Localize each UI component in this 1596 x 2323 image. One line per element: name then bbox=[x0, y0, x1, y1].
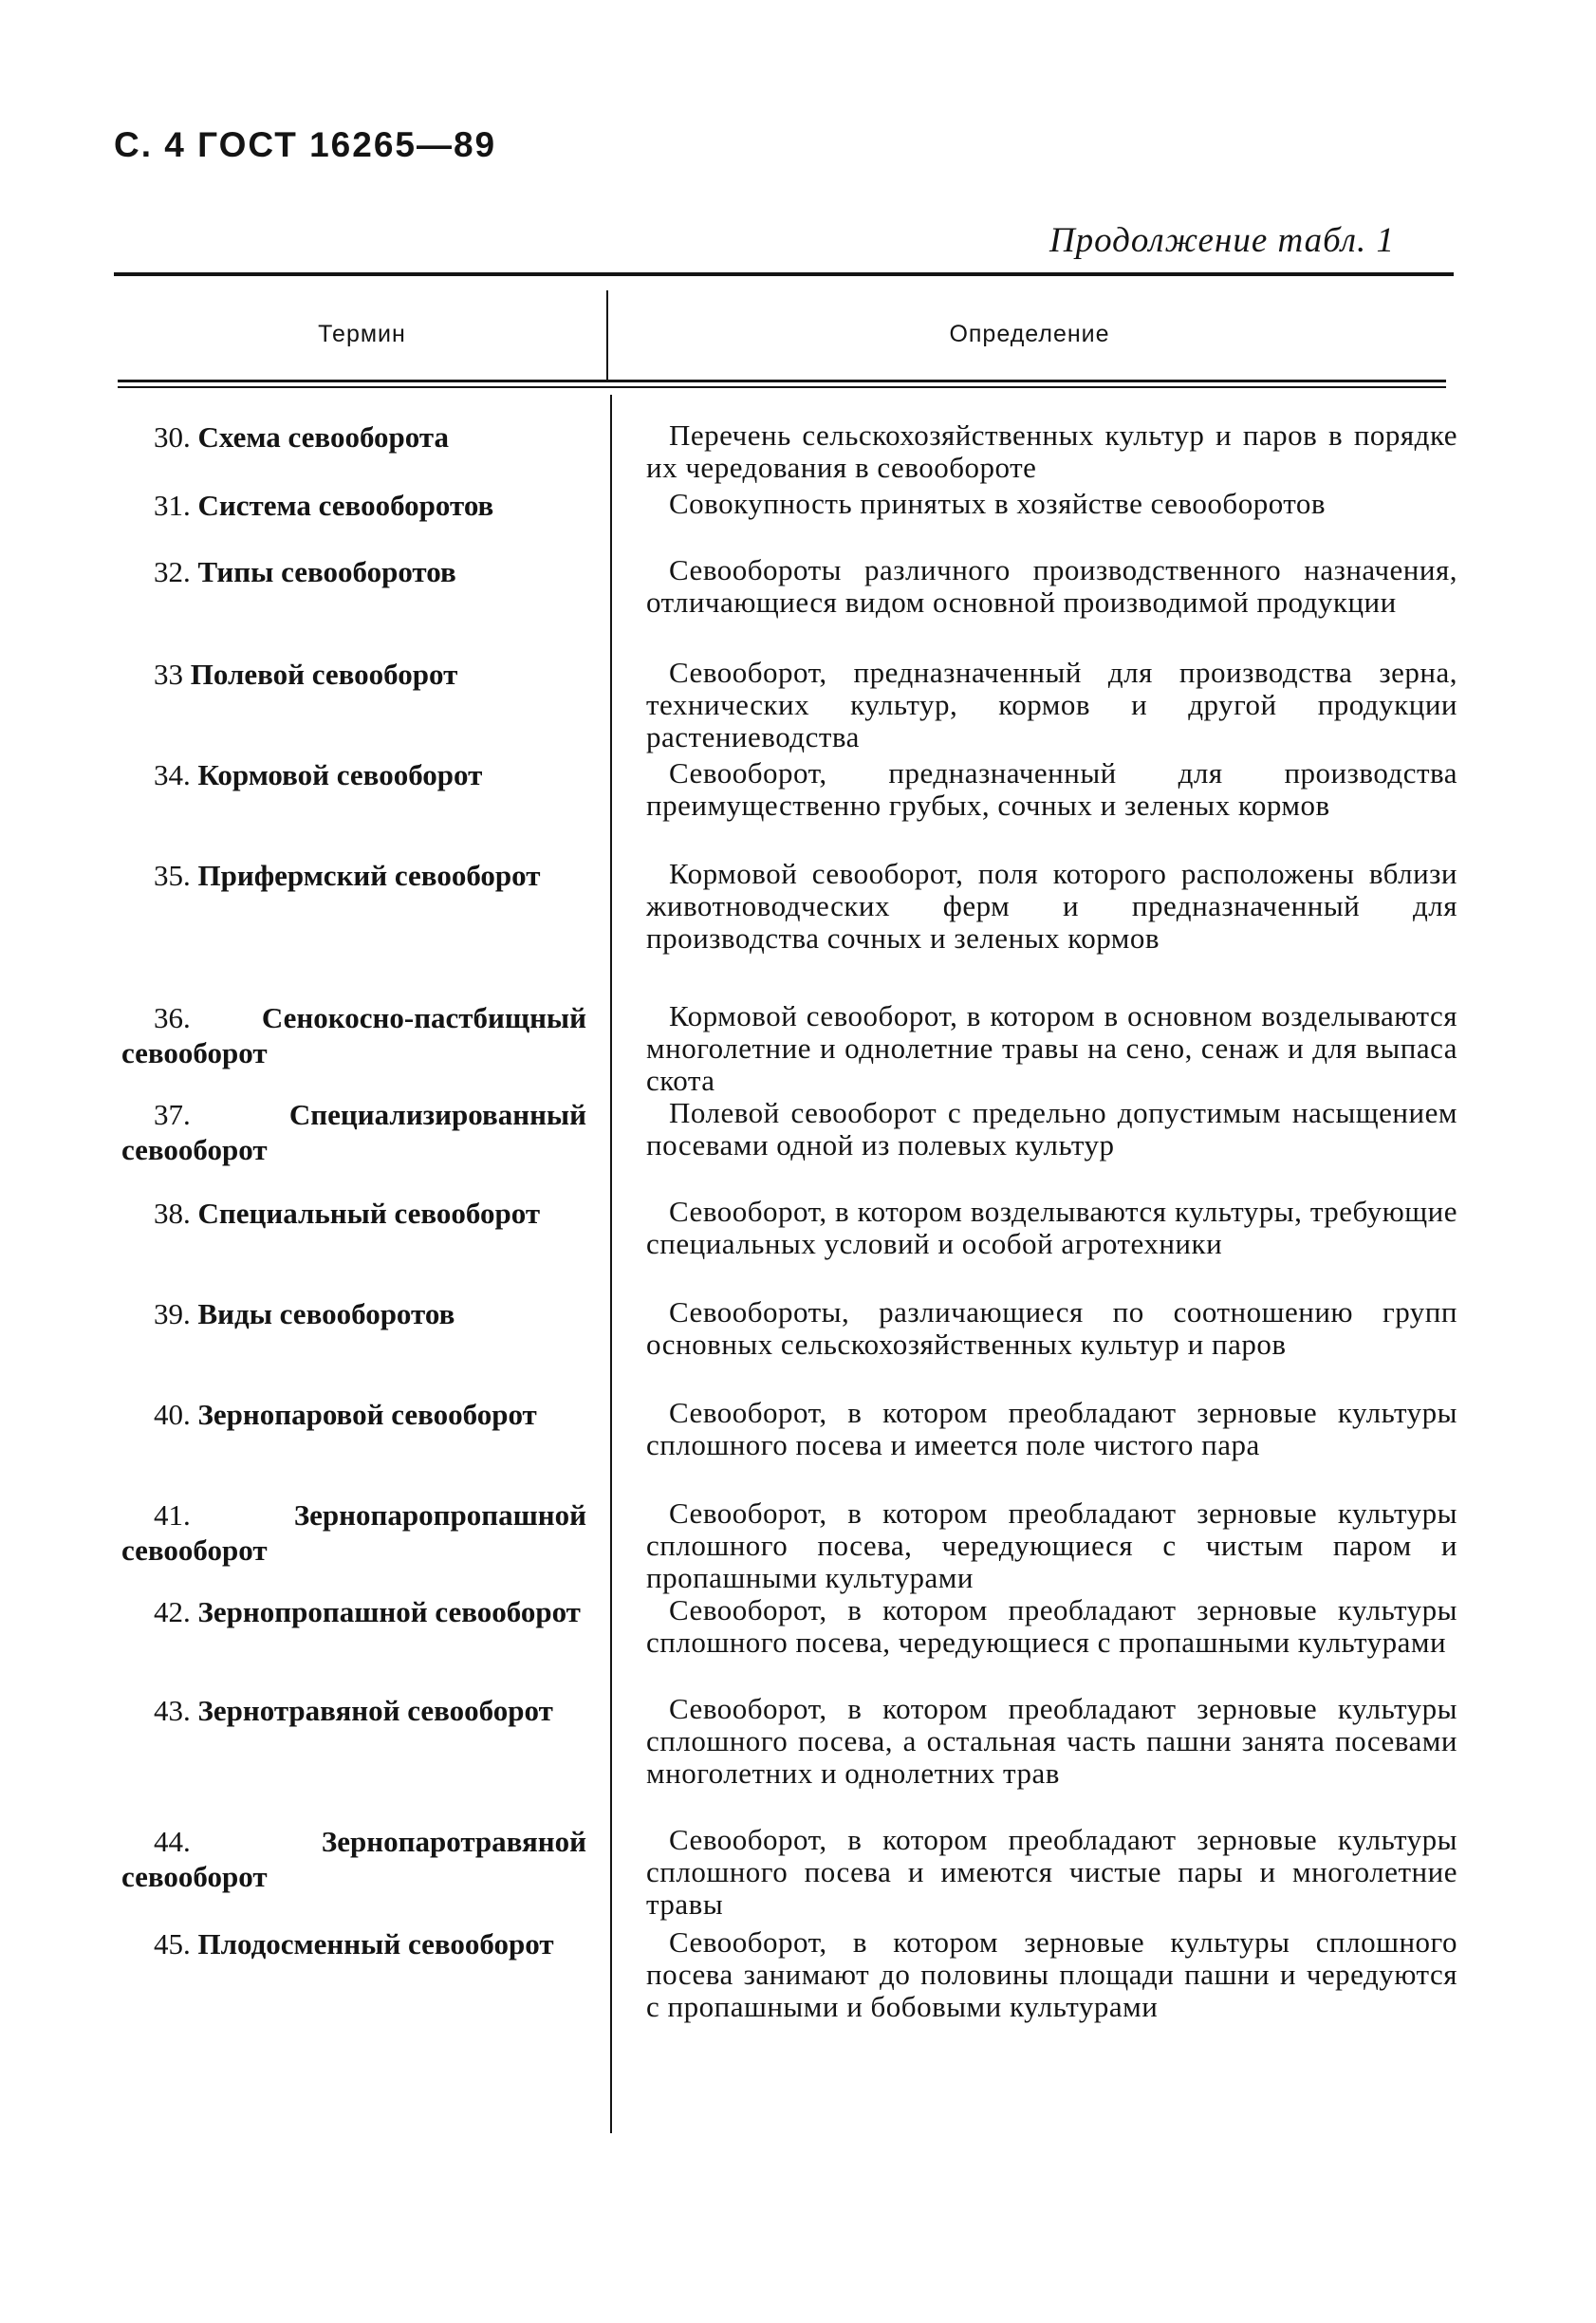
term-number: 42. bbox=[154, 1595, 191, 1628]
page-header: С. 4 ГОСТ 16265—89 bbox=[114, 125, 497, 164]
term-cell bbox=[121, 657, 586, 692]
term-number: 35. bbox=[154, 859, 191, 892]
header-double-rule bbox=[118, 386, 1446, 388]
term-cell bbox=[121, 1693, 586, 1728]
term-number: 43. bbox=[154, 1694, 191, 1727]
term-name: Типы севооборотов bbox=[197, 555, 456, 588]
term-cell bbox=[121, 1397, 586, 1432]
term-cell bbox=[121, 858, 586, 893]
definition-cell: Севооборот, в котором преобладают зерновые культуры сплошного посева и имеются чистые пары и многолетние травы bbox=[646, 1823, 1457, 1921]
definition-cell: Севооборот, в котором преобладают зерновые культуры сплошного посева и имеется поле чистого пара bbox=[646, 1396, 1457, 1461]
term-number: 33 bbox=[154, 658, 183, 691]
term-number: 32. bbox=[154, 555, 191, 588]
term-number: 37. bbox=[154, 1098, 191, 1131]
definition-cell: Полевой севооборот с предельно допустимым насыщением посевами одной из полевых культур bbox=[646, 1096, 1457, 1162]
term-number: 30. bbox=[154, 420, 191, 454]
definition-cell: Севооборот, предназначенный для производства преимущественно грубых, сочных и зеленых кормов bbox=[646, 756, 1457, 822]
term-number: 31. bbox=[154, 489, 191, 522]
term-cell bbox=[121, 1296, 586, 1331]
column-header-term: Термин bbox=[318, 321, 406, 347]
definition-cell: Перечень сельскохозяйственных культур и паров в порядке их чередования в севообороте bbox=[646, 418, 1457, 484]
term-number: 41. bbox=[154, 1498, 191, 1532]
term-cell bbox=[121, 757, 586, 792]
term-cell bbox=[121, 419, 586, 455]
header-double-rule bbox=[118, 380, 1446, 382]
term-name: Зернопаротравяной севооборот bbox=[121, 1825, 586, 1893]
column-divider bbox=[606, 290, 608, 380]
definition-cell: Севооборот, в котором преобладают зерновые культуры сплошного посева, а остальная часть пашни занята посевами многолетних и однолетних трав bbox=[646, 1692, 1457, 1790]
definition-cell: Севооборот, предназначенный для производства зерна, технических культур, кормов и другой продукции растениеводства bbox=[646, 656, 1457, 753]
term-name: Зернопаровой севооборот bbox=[197, 1398, 537, 1431]
term-name: Сенокосно-пастбищный севооборот bbox=[121, 1001, 586, 1069]
table-top-rule bbox=[114, 272, 1454, 276]
term-name: Специализированный севооборот bbox=[121, 1098, 586, 1166]
term-name: Плодосменный севооборот bbox=[197, 1927, 554, 1961]
term-cell bbox=[121, 1497, 586, 1568]
term-cell bbox=[121, 554, 586, 589]
term-number: 44. bbox=[154, 1825, 191, 1858]
term-name: Кормовой севооборот bbox=[197, 758, 483, 791]
definition-cell: Севооборот, в котором возделываются культуры, требующие специальных условий и особой агротехники bbox=[646, 1195, 1457, 1260]
term-cell bbox=[121, 1926, 586, 1961]
definition-cell: Кормовой севооборот, в котором в основном возделываются многолетние и однолетние травы на сено, сенаж и для выпаса скота bbox=[646, 999, 1457, 1097]
term-number: 36. bbox=[154, 1001, 191, 1034]
definition-cell: Совокупность принятых в хозяйстве севооборотов bbox=[669, 487, 1327, 520]
definition-cell: Севообороты, различающиеся по соотношению групп основных сельскохозяйственных культур и паров bbox=[646, 1295, 1457, 1361]
term-name: Специальный севооборот bbox=[197, 1197, 541, 1230]
column-header-definition: Определение bbox=[949, 321, 1110, 347]
definition-cell: Севооборот, в котором преобладают зерновые культуры сплошного посева, чередующиеся с чистым паром и пропашными культурами bbox=[646, 1496, 1457, 1594]
definition-cell: Севооборот, в котором преобладают зерновые культуры сплошного посева, чередующиеся с пропашными культурами bbox=[646, 1593, 1457, 1659]
term-name: Схема севооборота bbox=[197, 420, 449, 454]
term-name: Зернопаропропашной севооборот bbox=[121, 1498, 586, 1567]
term-name: Прифермский севооборот bbox=[197, 859, 541, 892]
term-cell bbox=[121, 1097, 586, 1167]
term-name: Зернотравяной севооборот bbox=[197, 1694, 553, 1727]
table-continuation-label: Продолжение табл. 1 bbox=[1049, 221, 1395, 260]
term-name: Система севооборотов bbox=[197, 489, 494, 522]
definition-cell: Кормовой севооборот, поля которого расположены вблизи животноводческих ферм и предназначенный для производства сочных и зеленых кормов bbox=[646, 857, 1457, 955]
term-number: 40. bbox=[154, 1398, 191, 1431]
term-name: Виды севооборотов bbox=[197, 1297, 455, 1330]
term-cell bbox=[121, 488, 586, 523]
term-number: 38. bbox=[154, 1197, 191, 1230]
term-name: Зернопропашной севооборот bbox=[197, 1595, 581, 1628]
term-cell bbox=[121, 1824, 586, 1894]
term-cell bbox=[121, 1196, 586, 1231]
definition-cell: Севообороты различного производственного назначения, отличающиеся видом основной производимой продукции bbox=[646, 553, 1457, 619]
definition-cell: Севооборот, в котором зерновые культуры сплошного посева занимают до половины площади пашни и чередуются с пропашными и бобовыми культурами bbox=[646, 1925, 1457, 2023]
term-number: 34. bbox=[154, 758, 191, 791]
term-number: 39. bbox=[154, 1297, 191, 1330]
term-cell bbox=[121, 1000, 586, 1070]
term-number: 45. bbox=[154, 1927, 191, 1961]
column-divider bbox=[610, 395, 612, 2133]
term-name: Полевой севооборот bbox=[190, 658, 458, 691]
term-cell bbox=[121, 1594, 586, 1629]
